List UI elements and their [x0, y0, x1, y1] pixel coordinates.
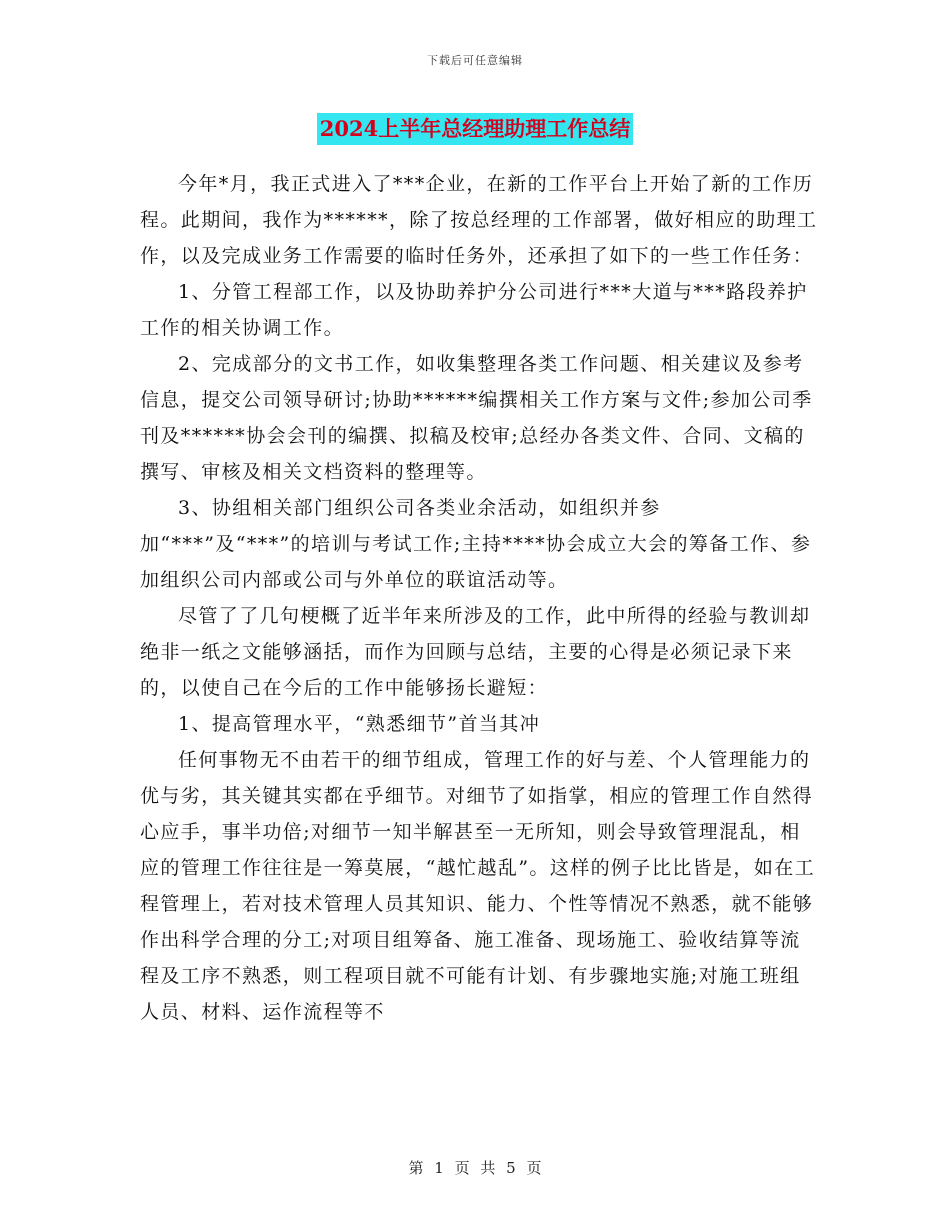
- paragraph-heading-1: 1、提高管理水平，“熟悉细节”首当其冲: [178, 713, 541, 735]
- title-container: [0, 113, 950, 145]
- document-title: 2024上半年总经理助理工作总结: [317, 113, 633, 145]
- paragraph-task-1: 1、分管工程部工作，以及协助养护分公司进行***大道与***路段养护工作的相关协调工作。: [140, 281, 808, 339]
- paragraph-summary: 尽管了了几句梗概了近半年来所涉及的工作，此中所得的经验与教训却绝非一纸之文能够涵括，而作为回顾与总结，主要的心得是必须记录下来的，以使自己在今后的工作中能够扬长避短：: [140, 605, 811, 699]
- paragraph-task-2: 2、完成部分的文书工作，如收集整理各类工作问题、相关建议及参考信息，提交公司领导研讨;协助******编撰相关工作方案与文件;参加公司季刊及******协会会刊的编撰、拟稿及校审;总经办各类文件、合同、文稿的撰写、审核及相关文档资料的整理等。: [140, 353, 813, 483]
- page-number: 第 1 页 共 5 页: [408, 1159, 542, 1177]
- paragraph-intro: 今年*月，我正式进入了***企业，在新的工作平台上开始了新的工作历程。此期间，我作为******，除了按总经理的工作部署，做好相应的助理工作，以及完成业务工作需要的临时任务外，还承担了如下的一些工作任务：: [140, 173, 818, 267]
- page-header-note: 下载后可任意编辑: [427, 54, 523, 67]
- document-body: [140, 166, 820, 1030]
- paragraph-task-3: 3、协组相关部门组织公司各类业余活动，如组织并参加“***”及“***”的培训与考试工作;主持****协会成立大会的筹备工作、参加组织公司内部或公司与外单位的联谊活动等。: [140, 497, 812, 591]
- paragraph-details: 任何事物无不由若干的细节组成，管理工作的好与差、个人管理能力的优与劣，其关键其实都在乎细节。对细节了如指掌，相应的管理工作自然得心应手，事半功倍;对细节一知半解甚至一无所知，则会导致管理混乱，相应的管理工作往往是一筹莫展，“越忙越乱”。这样的例子比比皆是，如在工程管理上，若对技术管理人员其知识、能力、个性等情况不熟悉，就不能够作出科学合理的分工;对项目组筹备、施工准备、现场施工、验收结算等流程及工序不熟悉，则工程项目就不可能有计划、有步骤地实施;对施工班组人员、材料、运作流程等不: [140, 749, 816, 1023]
